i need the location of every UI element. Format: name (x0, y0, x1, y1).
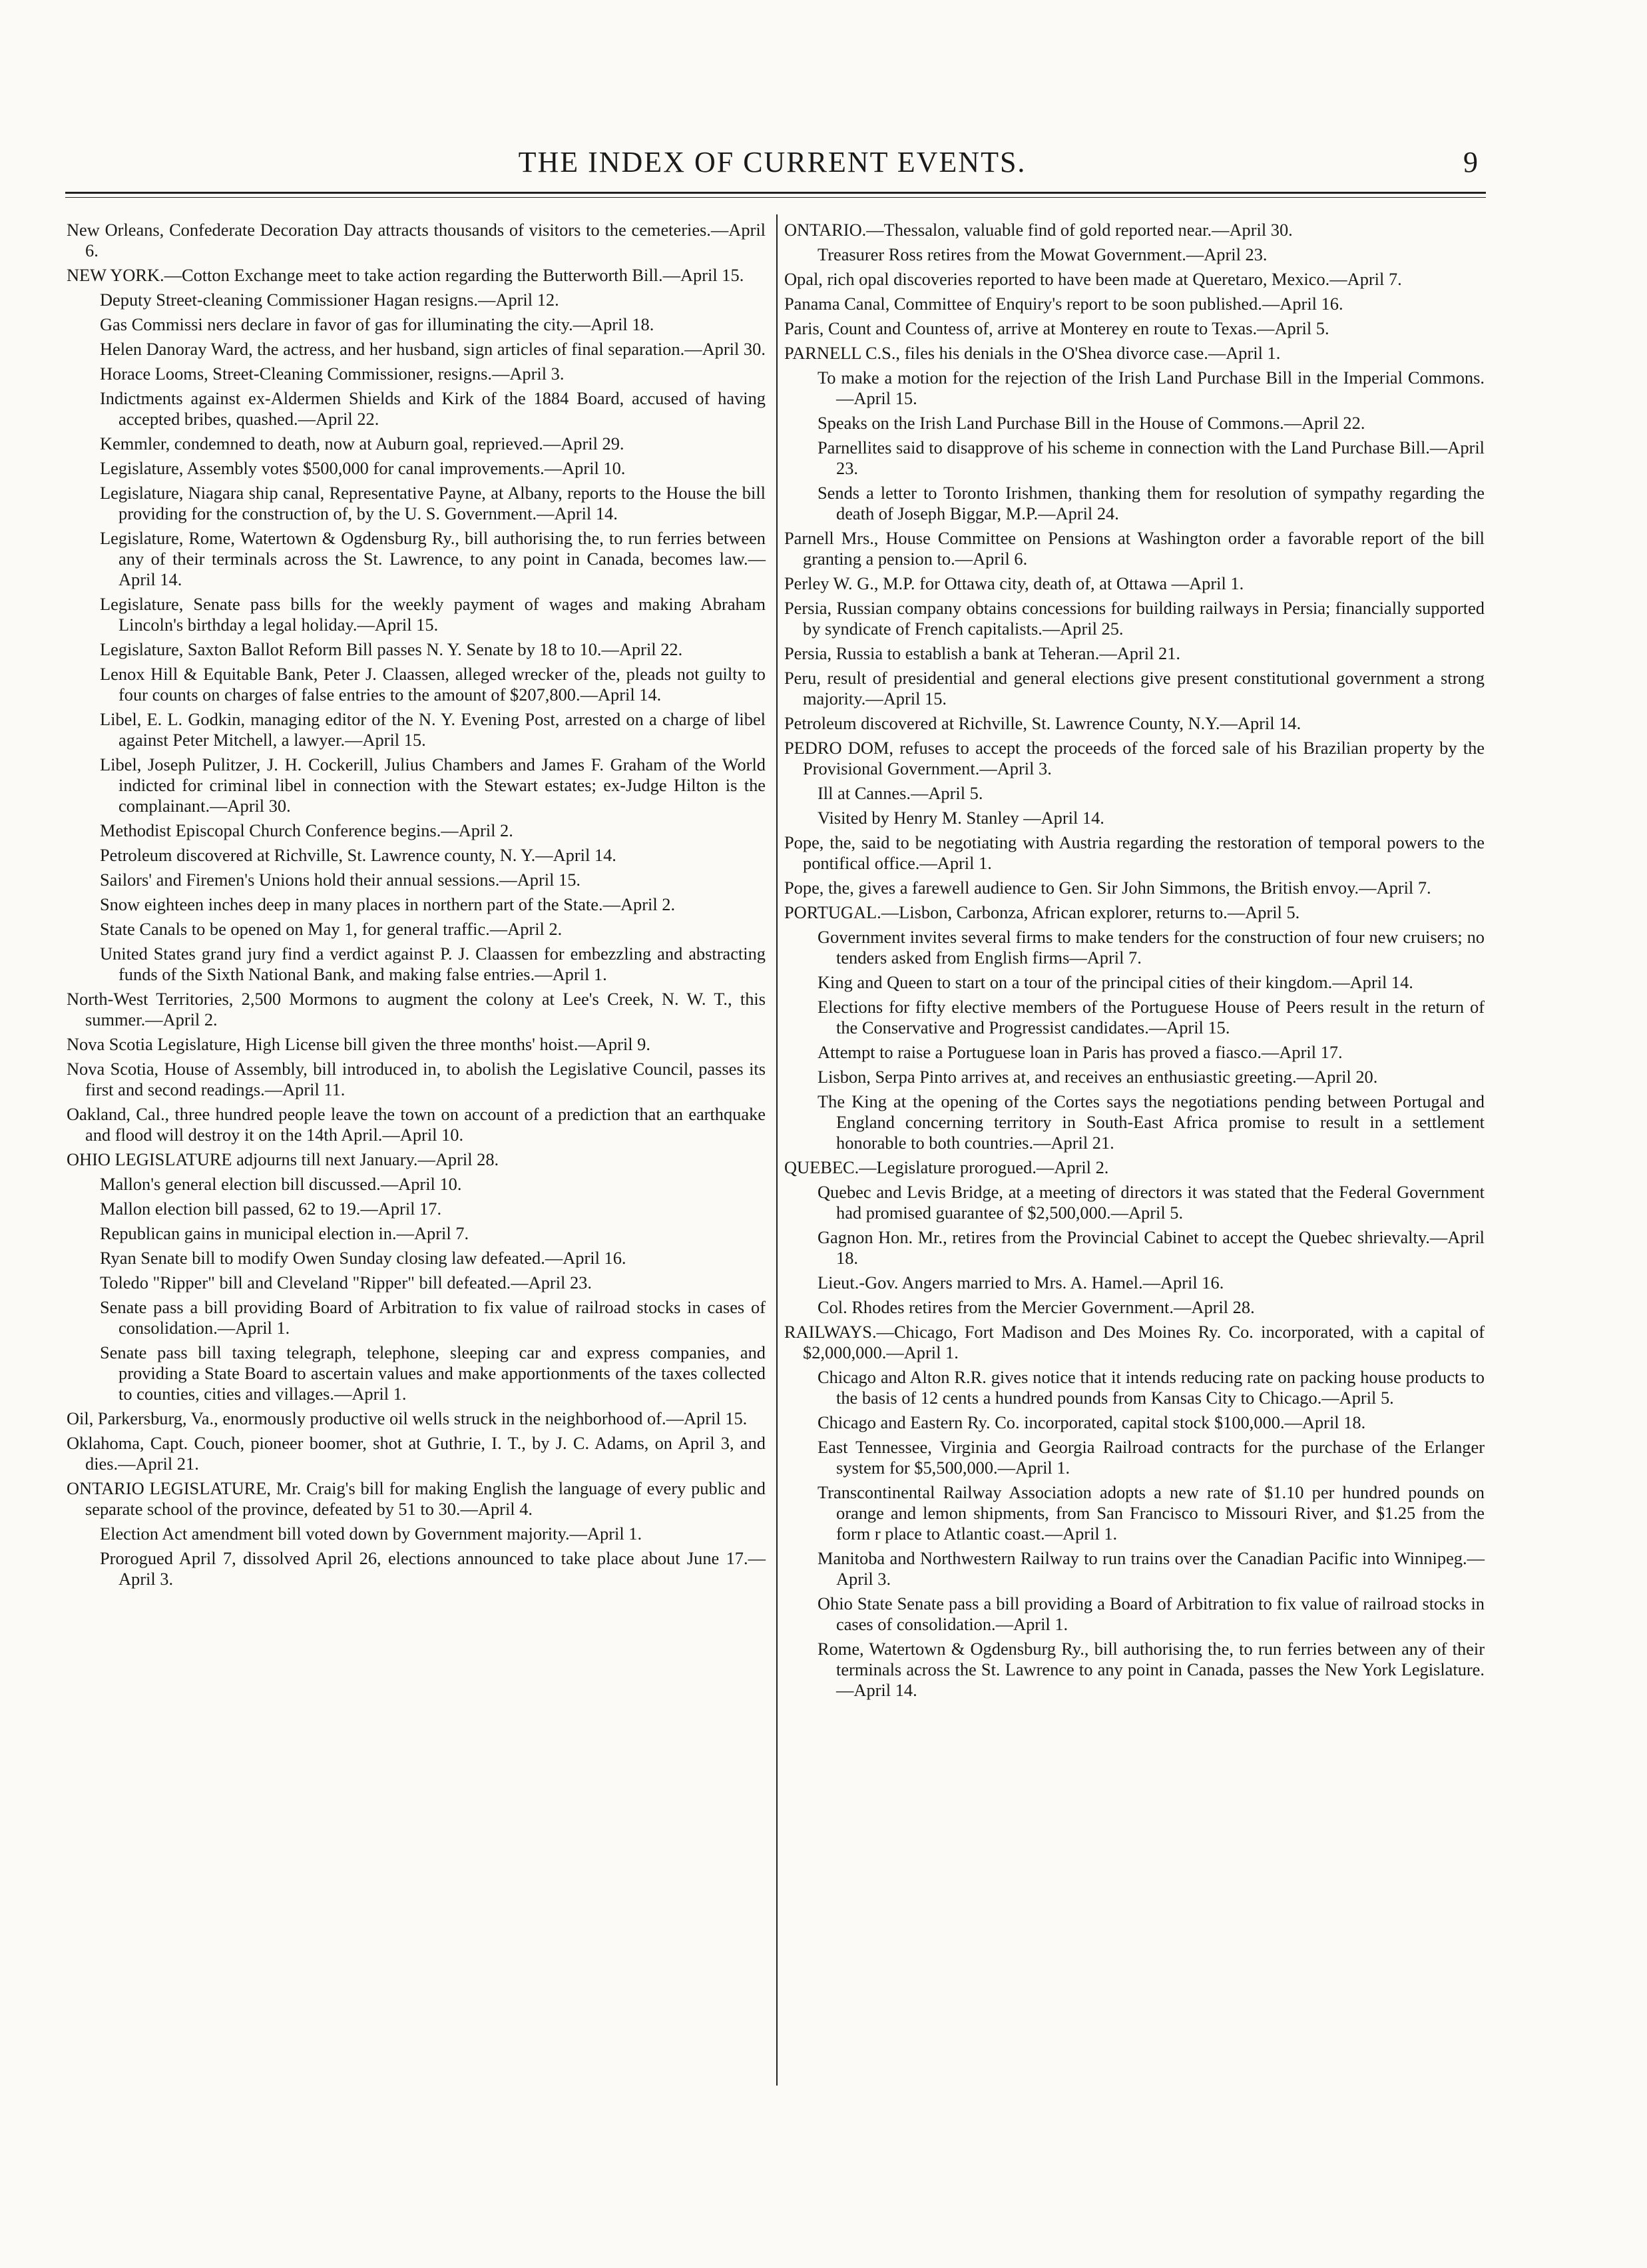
index-entry: Persia, Russia to establish a bank at Teheran.—April 21. (784, 643, 1180, 663)
index-subentry: Visited by Henry M. Stanley —April 14. (818, 808, 1104, 828)
index-entry: Perley W. G., M.P. for Ottawa city, death of, at Ottawa —April 1. (784, 573, 1244, 593)
index-subentry: Lieut.-Gov. Angers married to Mrs. A. Hamel.—April 16. (818, 1273, 1224, 1292)
right-column (784, 220, 1485, 1705)
index-entry: Persia, Russian company obtains concessions for building railways in Persia; financially supported by syndicate of French capitalists.—April 25. (784, 598, 1485, 639)
index-entry: Oakland, Cal., three hundred people leave the town on account of a prediction that an earthquake and flood will destroy it on the 14th April.—April 10. (67, 1104, 766, 1145)
index-subentry: Gas Commissi ners declare in favor of gas for illuminating the city.—April 18. (100, 314, 654, 334)
index-entry: PEDRO DOM, refuses to accept the proceeds of the forced sale of his Brazilian property by the Provisional Government.—April 3. (784, 738, 1485, 778)
index-entry: Oklahoma, Capt. Couch, pioneer boomer, shot at Guthrie, I. T., by J. C. Adams, on April 3, and dies.—April 21. (67, 1433, 766, 1474)
index-subentry: Snow eighteen inches deep in many places in northern part of the State.—April 2. (100, 894, 676, 914)
index-subentry: King and Queen to start on a tour of the principal cities of their kingdom.—April 14. (818, 972, 1413, 992)
index-subentry: Libel, Joseph Pulitzer, J. H. Cockerill, Julius Chambers and James F. Graham of the World indicted for criminal libel in connection with the Stewart estates; ex-Judge Hilton is the complainant.—April 30. (100, 754, 766, 816)
index-subentry: Transcontinental Railway Association adopts a new rate of $1.10 per hundred pounds on orange and lemon shipments, from San Francisco to Missouri River, and $1.25 from the form r place to Atlantic coast.—April 1. (818, 1482, 1485, 1544)
index-subentry: Deputy Street-cleaning Commissioner Hagan resigns.—April 12. (100, 290, 559, 310)
index-subentry: Quebec and Levis Bridge, at a meeting of directors it was stated that the Federal Government had promised guarantee of $2,500,000.—April 5. (818, 1182, 1485, 1223)
index-subentry: Ryan Senate bill to modify Owen Sunday closing law defeated.—April 16. (100, 1248, 626, 1268)
index-subentry: Mallon's general election bill discussed.—April 10. (100, 1174, 462, 1194)
index-subentry: Legislature, Niagara ship canal, Representative Payne, at Albany, reports to the House the bill providing for the construction of, by the U. S. Government.—April 14. (100, 483, 766, 523)
page-title: THE INDEX OF CURRENT EVENTS. (518, 146, 1027, 178)
column-divider (776, 214, 778, 2086)
index-entry: PORTUGAL.—Lisbon, Carbonza, African explorer, returns to.—April 5. (784, 902, 1300, 922)
index-subentry: Republican gains in municipal election in.—April 7. (100, 1223, 469, 1243)
index-entry: Nova Scotia, House of Assembly, bill introduced in, to abolish the Legislative Council, passes its first and second readings.—April 11. (67, 1059, 766, 1099)
index-subentry: Treasurer Ross retires from the Mowat Government.—April 23. (818, 244, 1268, 264)
index-entry: Nova Scotia Legislature, High License bill given the three months' hoist.—April 9. (67, 1034, 650, 1054)
index-subentry: Prorogued April 7, dissolved April 26, elections announced to take place about June 17.—April 3. (100, 1548, 766, 1589)
index-subentry: Senate pass a bill providing Board of Arbitration to fix value of railroad stocks in cases of consolidation.—April 1. (100, 1297, 766, 1338)
index-subentry: Horace Looms, Street-Cleaning Commissioner, resigns.—April 3. (100, 364, 565, 384)
index-subentry: Lisbon, Serpa Pinto arrives at, and receives an enthusiastic greeting.—April 20. (818, 1067, 1378, 1087)
index-entry: North-West Territories, 2,500 Mormons to augment the colony at Lee's Creek, N. W. T., this summer.—April 2. (67, 989, 766, 1029)
index-subentry: Indictments against ex-Aldermen Shields and Kirk of the 1884 Board, accused of having accepted bribes, quashed.—April 22. (100, 388, 766, 429)
index-subentry: Election Act amendment bill voted down by Government majority.—April 1. (100, 1524, 642, 1544)
index-entry: Paris, Count and Countess of, arrive at Monterey en route to Texas.—April 5. (784, 318, 1329, 338)
index-subentry: Manitoba and Northwestern Railway to run trains over the Canadian Pacific into Winnipeg.—April 3. (818, 1548, 1485, 1589)
index-entry: OHIO LEGISLATURE adjourns till next January.—April 28. (67, 1149, 499, 1169)
index-subentry: To make a motion for the rejection of the Irish Land Purchase Bill in the Imperial Commons.—April 15. (818, 368, 1485, 408)
index-subentry: Kemmler, condemned to death, now at Auburn goal, reprieved.—April 29. (100, 433, 624, 453)
index-entry: PARNELL C.S., files his denials in the O'Shea divorce case.—April 1. (784, 343, 1281, 363)
index-subentry: Attempt to raise a Portuguese loan in Paris has proved a fiasco.—April 17. (818, 1042, 1343, 1062)
index-subentry: United States grand jury find a verdict against P. J. Claassen for embezzling and abstracting funds of the Sixth National Bank, and making false entries.—April 1. (100, 944, 766, 984)
page-number: 9 (1463, 146, 1478, 178)
index-subentry: East Tennessee, Virginia and Georgia Railroad contracts for the purchase of the Erlanger system for $5,500,000.—April 1. (818, 1437, 1485, 1478)
index-entry: Oil, Parkersburg, Va., enormously productive oil wells struck in the neighborhood of.—April 15. (67, 1408, 748, 1428)
index-subentry: State Canals to be opened on May 1, for general traffic.—April 2. (100, 919, 563, 939)
index-entry: Petroleum discovered at Richville, St. Lawrence County, N.Y.—April 14. (784, 713, 1301, 733)
left-column (67, 220, 766, 1593)
index-subentry: Lenox Hill & Equitable Bank, Peter J. Claassen, alleged wrecker of the, pleads not guilty to four counts on charges of false entries to the amount of $207,800.—April 14. (100, 664, 766, 705)
index-subentry: Legislature, Senate pass bills for the weekly payment of wages and making Abraham Lincoln's birthday a legal holiday.—April 15. (100, 594, 766, 635)
index-subentry: Legislature, Saxton Ballot Reform Bill passes N. Y. Senate by 18 to 10.—April 22. (100, 639, 683, 659)
index-subentry: Chicago and Eastern Ry. Co. incorporated, capital stock $100,000.—April 18. (818, 1412, 1366, 1432)
index-subentry: Helen Danoray Ward, the actress, and her husband, sign articles of final separation.—April 30. (100, 339, 766, 359)
header-rule (65, 192, 1486, 194)
header-rule-thin (65, 197, 1486, 198)
index-subentry: Parnellites said to disapprove of his scheme in connection with the Land Purchase Bill.—April 23. (818, 437, 1485, 478)
index-subentry: Mallon election bill passed, 62 to 19.—April 17. (100, 1199, 442, 1219)
index-entry: ONTARIO.—Thessalon, valuable find of gold reported near.—April 30. (784, 220, 1293, 240)
index-subentry: Methodist Episcopal Church Conference begins.—April 2. (100, 820, 513, 840)
index-subentry: Gagnon Hon. Mr., retires from the Provincial Cabinet to accept the Quebec shrievalty.—April 18. (818, 1227, 1485, 1268)
index-entry: RAILWAYS.—Chicago, Fort Madison and Des Moines Ry. Co. incorporated, with a capital of $2,000,000.—April 1. (784, 1322, 1485, 1362)
index-subentry: Col. Rhodes retires from the Mercier Government.—April 28. (818, 1297, 1255, 1317)
index-entry: New Orleans, Confederate Decoration Day attracts thousands of visitors to the cemeteries.—April 6. (67, 220, 766, 260)
index-subentry: Ill at Cannes.—April 5. (818, 783, 983, 803)
index-subentry: Legislature, Assembly votes $500,000 for canal improvements.—April 10. (100, 458, 626, 478)
index-entry: Peru, result of presidential and general elections give present constitutional government a strong majority.—April 15. (784, 668, 1485, 709)
index-entry: ONTARIO LEGISLATURE, Mr. Craig's bill for making English the language of every public and separate school of the province, defeated by 51 to 30.—April 4. (67, 1478, 766, 1519)
index-subentry: Legislature, Rome, Watertown & Ogdensburg Ry., bill authorising the, to run ferries between any of their terminals across the St. Lawrence, to any point in Canada, becomes law.—April 14. (100, 528, 766, 589)
index-subentry: Senate pass bill taxing telegraph, telephone, sleeping car and express companies, and providing a State Board to ascertain values and make apportionments of the taxes collected to counties, cities and villages.—April 1. (100, 1342, 766, 1404)
index-subentry: Ohio State Senate pass a bill providing a Board of Arbitration to fix value of railroad stocks in cases of consolidation.—April 1. (818, 1593, 1485, 1634)
index-entry: NEW YORK.—Cotton Exchange meet to take action regarding the Butterworth Bill.—April 15. (67, 265, 744, 285)
index-subentry: Government invites several firms to make tenders for the construction of four new cruisers; no tenders asked from English firms—April 7. (818, 927, 1485, 968)
index-subentry: Toledo "Ripper" bill and Cleveland "Ripper" bill defeated.—April 23. (100, 1273, 592, 1292)
index-subentry: Sends a letter to Toronto Irishmen, thanking them for resolution of sympathy regarding the death of Joseph Biggar, M.P.—April 24. (818, 483, 1485, 523)
index-subentry: Petroleum discovered at Richville, St. Lawrence county, N. Y.—April 14. (100, 845, 616, 865)
index-subentry: Libel, E. L. Godkin, managing editor of the N. Y. Evening Post, arrested on a charge of libel against Peter Mitchell, a lawyer.—April 15. (100, 709, 766, 750)
index-subentry: Elections for fifty elective members of the Portuguese House of Peers result in the return of the Conservative and Progressist candidates.—April 15. (818, 997, 1485, 1037)
index-subentry: Rome, Watertown & Ogdensburg Ry., bill authorising the, to run ferries between any of their terminals across the St. Lawrence to any point in Canada, passes the New York Legislature.—April 14. (818, 1639, 1485, 1700)
index-subentry: The King at the opening of the Cortes says the negotiations pending between Portugal and England concerning territory in South-East Africa promise to result in a settlement honorable to both countries.—April 21. (818, 1091, 1485, 1153)
index-entry: QUEBEC.—Legislature prorogued.—April 2. (784, 1157, 1109, 1177)
index-entry: Panama Canal, Committee of Enquiry's report to be soon published.—April 16. (784, 294, 1343, 314)
index-subentry: Speaks on the Irish Land Purchase Bill in the House of Commons.—April 22. (818, 413, 1365, 433)
index-entry: Parnell Mrs., House Committee on Pensions at Washington order a favorable report of the bill granting a pension to.—April 6. (784, 528, 1485, 569)
index-entry: Pope, the, said to be negotiating with Austria regarding the restoration of temporal powers to the pontifical office.—April 1. (784, 832, 1485, 873)
index-subentry: Chicago and Alton R.R. gives notice that it intends reducing rate on packing house products to the basis of 12 cents a hundred pounds from Kansas City to Chicago.—April 5. (818, 1367, 1485, 1408)
page-header (67, 145, 1478, 179)
index-entry: Pope, the, gives a farewell audience to Gen. Sir John Simmons, the British envoy.—April 7. (784, 878, 1431, 898)
index-subentry: Sailors' and Firemen's Unions hold their annual sessions.—April 15. (100, 870, 581, 890)
index-entry: Opal, rich opal discoveries reported to have been made at Queretaro, Mexico.—April 7. (784, 269, 1402, 289)
